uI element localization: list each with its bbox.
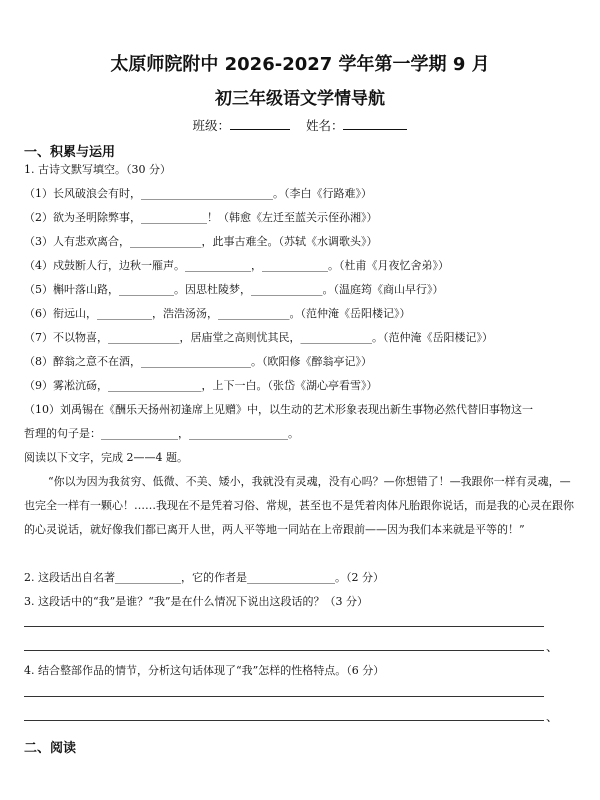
fill-item: （4）戍鼓断人行，边秋一雁声。____________，____________。（杜甫《月夜忆舍弟》）: [24, 259, 449, 272]
name-label: 姓名：: [305, 118, 344, 133]
fill-item: （10）刘禹锡在《酬乐天扬州初逢席上见赠》中，以生动的艺术形象表现出新生事物必然代替旧事物这一: [24, 403, 533, 416]
fill-item: （5）槲叶落山路，__________。因思杜陵梦，_____________。（温庭筠《商山早行》）: [24, 283, 444, 296]
fill-item: （7）不以物喜，_____________，居庙堂之高则忧其民，_____________。（范仲淹《岳阳楼记》）: [24, 331, 493, 344]
fill-item: （3）人有悲欢离合，_____________，此事古难全。（苏轼《水调歌头》）: [24, 235, 378, 248]
class-blank[interactable]: [230, 117, 290, 130]
fill-item: （6）衔远山，__________，浩浩汤汤，_____________。（范仲淹《岳阳楼记》）: [24, 307, 411, 320]
question-2: 2. 这段话出自名著____________，它的作者是________________。（2 分）: [24, 571, 384, 584]
class-label: 班级：: [192, 118, 231, 133]
fill-item: 哲理的句子是：______________，__________________。: [24, 427, 299, 440]
exam-title: 太原师院附中 2026-2027 学年第一学期 9 月: [110, 54, 490, 75]
student-info-row: [0, 116, 600, 134]
answer-line[interactable]: [24, 720, 544, 721]
answer-mark: 、: [546, 640, 559, 654]
fill-item: （1）长风破浪会有时，________________________。（李白《行路难》）: [24, 187, 372, 200]
question-1-title: 1. 古诗文默写填空。（30 分）: [24, 163, 171, 176]
answer-line[interactable]: [24, 626, 544, 627]
reading-intro: 阅读以下文字，完成 2——4 题。: [24, 451, 188, 464]
section-1-heading: 一、积累与运用: [24, 145, 116, 160]
name-blank[interactable]: [343, 117, 407, 130]
answer-line[interactable]: [24, 696, 544, 697]
fill-item: （9）雾凇沆砀，_________________，上下一白。（张岱《湖心亭看雪》）: [24, 379, 378, 392]
answer-line[interactable]: [24, 650, 544, 651]
question-4: 4. 结合整部作品的情节，分析这句话体现了“我”怎样的性格特点。（6 分）: [24, 664, 385, 677]
question-3: 3. 这段话中的“我”是谁？“我”是在什么情况下说出这段话的？（3 分）: [24, 595, 368, 608]
fill-item: （2）欲为圣明除弊事，____________！（韩愈《左迁至蓝关示侄孙湘》）: [24, 211, 378, 224]
exam-subtitle: 初三年级语文学情导航: [215, 89, 385, 109]
fill-item: （8）醉翁之意不在酒，____________________。（欧阳修《醉翁亭记》）: [24, 355, 372, 368]
answer-mark: 、: [546, 710, 559, 724]
section-2-heading: 二、阅读: [24, 741, 77, 756]
reading-passage: “你以为因为我贫穷、低微、不美、矮小，我就没有灵魂，没有心吗？—你想错了！—我跟你一样有灵魂，—也完全一样有一颗心！……我现在不是凭着习俗、常规，甚至也不是凭着肉体凡胎跟你说话，而是我的心灵在跟你的心灵说话，就好像我们都已离开人世，两人平等地一同站在上帝跟前——因为我们本来就是平等的！”: [24, 475, 574, 536]
